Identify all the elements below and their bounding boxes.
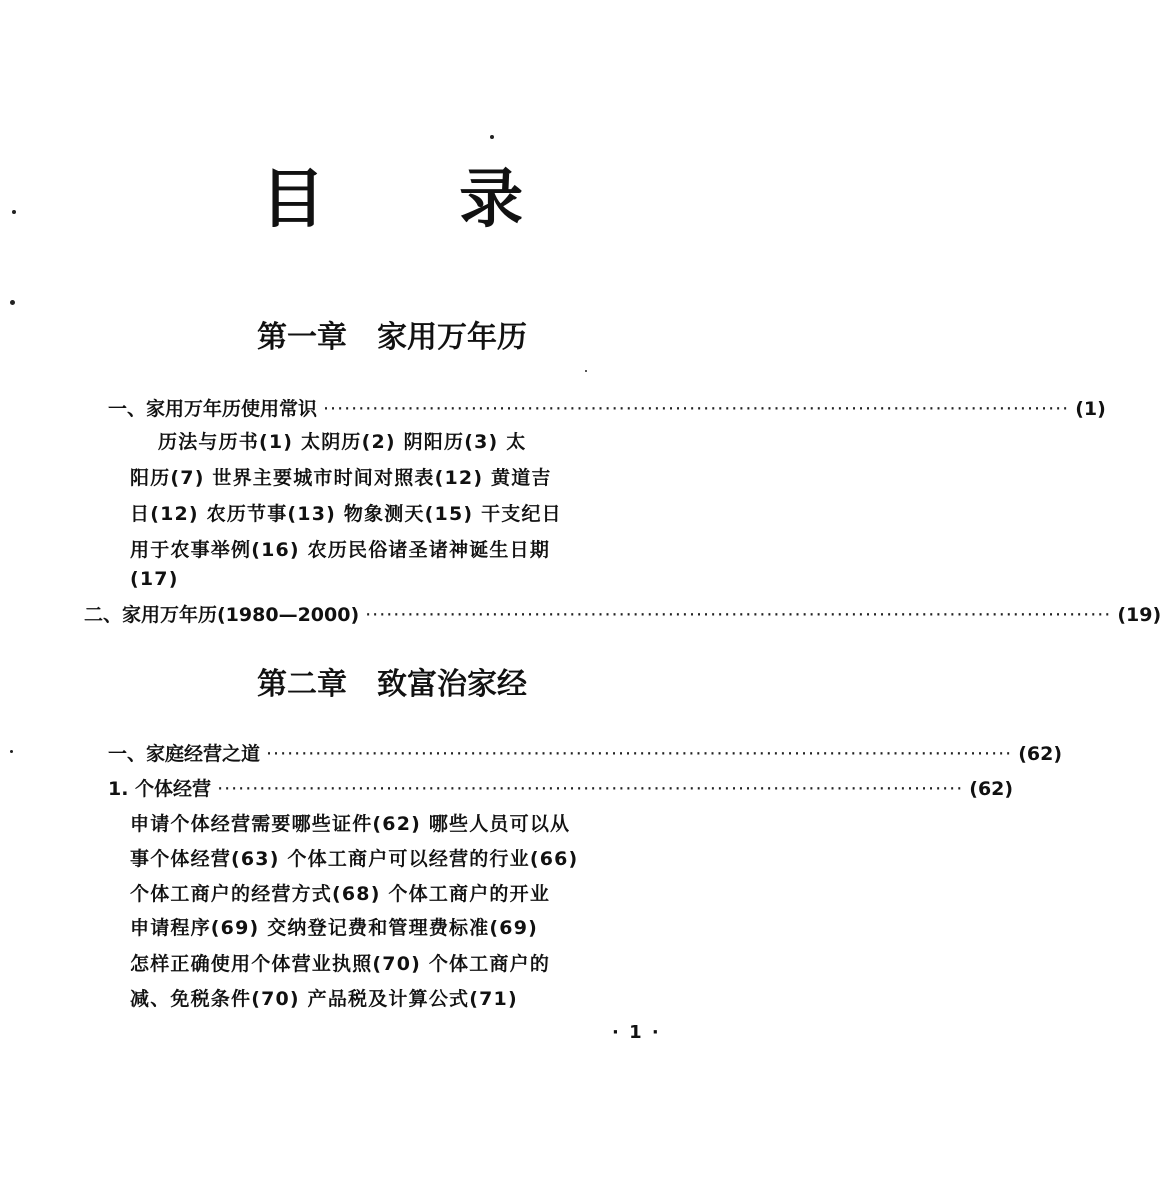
toc-entry-2-1-1[interactable] bbox=[108, 775, 1014, 803]
chapter-1-heading bbox=[0, 318, 784, 358]
toc-entry-page: (19) bbox=[1117, 604, 1161, 626]
toc-entry-page: (62) bbox=[969, 778, 1014, 800]
chapter-2-name: 致富治家经 bbox=[377, 667, 527, 702]
scan-speck bbox=[490, 135, 494, 139]
toc-detail-line: 历法与历书(1) 太阴历(2) 阴阳历(3) 太 bbox=[158, 431, 527, 453]
toc-detail-line: 减、免税条件(70) 产品税及计算公式(71) bbox=[130, 988, 518, 1010]
leader-dots: ·········································································································· bbox=[365, 604, 1112, 626]
scan-speck bbox=[12, 210, 16, 214]
chapter-1-name: 家用万年历 bbox=[377, 320, 527, 355]
toc-detail-line: 阳历(7) 世界主要城市时间对照表(12) 黄道吉 bbox=[130, 467, 552, 489]
toc-entry-1-1[interactable] bbox=[108, 395, 1106, 423]
leader-dots: ·········································································································· bbox=[323, 398, 1070, 420]
toc-entry-page: (1) bbox=[1075, 398, 1106, 420]
toc-entry-2-1[interactable] bbox=[108, 740, 1063, 768]
scan-speck bbox=[10, 750, 13, 753]
page-title: 目 录 bbox=[260, 163, 580, 237]
toc-detail-line: 事个体经营(63) 个体工商户可以经营的行业(66) bbox=[130, 848, 579, 870]
scan-speck bbox=[10, 300, 15, 305]
page-number: · 1 · bbox=[612, 1022, 661, 1043]
scan-speck bbox=[585, 370, 587, 372]
chapter-1-number: 第一章 bbox=[257, 320, 347, 355]
toc-detail-line: 个体工商户的经营方式(68) 个体工商户的开业 bbox=[130, 883, 551, 905]
toc-entry-page: (62) bbox=[1018, 743, 1063, 765]
toc-entry-label: 二、家用万年历(1980—2000) bbox=[84, 604, 360, 626]
chapter-2-number: 第二章 bbox=[257, 667, 347, 702]
leader-dots: ·········································································································· bbox=[217, 778, 964, 800]
toc-entry-1-2[interactable] bbox=[84, 601, 1161, 629]
leader-dots: ·········································································································· bbox=[266, 743, 1013, 765]
toc-detail-line: 用于农事举例(16) 农历民俗诸圣诸神诞生日期 bbox=[130, 539, 551, 561]
chapter-2-heading bbox=[0, 665, 784, 705]
toc-entry-label: 一、家用万年历使用常识 bbox=[108, 398, 318, 420]
toc-detail-line: 日(12) 农历节事(13) 物象测天(15) 干支纪日 bbox=[130, 503, 562, 525]
toc-detail-line: 申请程序(69) 交纳登记费和管理费标准(69) bbox=[130, 917, 539, 939]
toc-detail-line: (17) bbox=[130, 568, 179, 590]
toc-entry-label: 一、家庭经营之道 bbox=[108, 743, 261, 765]
toc-entry-label: 1. 个体经营 bbox=[108, 778, 212, 800]
toc-detail-line: 怎样正确使用个体营业执照(70) 个体工商户的 bbox=[130, 953, 551, 975]
toc-detail-line: 申请个体经营需要哪些证件(62) 哪些人员可以从 bbox=[130, 813, 571, 835]
